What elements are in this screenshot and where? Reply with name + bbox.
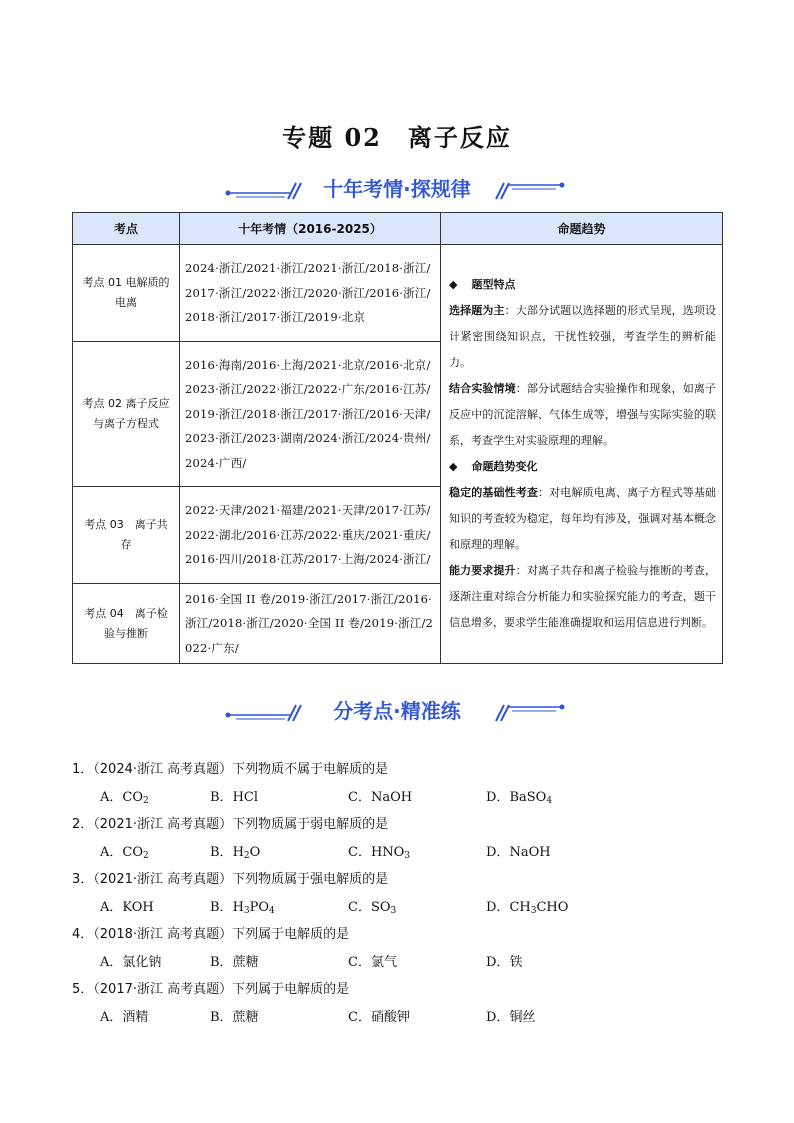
header-point: 考点 bbox=[73, 213, 180, 245]
page-title: 专题 02 离子反应 bbox=[282, 123, 512, 152]
option-a: A．酒精 bbox=[100, 1010, 149, 1025]
option-c: C．氯气 bbox=[348, 955, 397, 970]
option-c: C．NaOH bbox=[348, 790, 413, 805]
question-stem: 2．（2021·浙江 高考真题）下列物质属于弱电解质的是 bbox=[72, 817, 389, 832]
trend-paragraph: 选择题为主：大部分试题以选择题的形式呈现，选项设计紧密围绕知识点，干扰性较强，考查学生的辨析能力。 bbox=[449, 304, 717, 369]
trend-heading: ◆ 命题趋势变化 bbox=[449, 460, 538, 473]
option-b: B．蔗糖 bbox=[210, 955, 259, 970]
option-row bbox=[72, 784, 732, 811]
question-stem: 3．（2021·浙江 高考真题）下列物质属于强电解质的是 bbox=[72, 872, 389, 887]
years-cell: 2022·天津/2021·福建/2021·天津/2017·江苏/2022·湖北/2016·江苏/2022·重庆/2021·重庆/2016·四川/2018·江苏/2017·上海/2024·浙江/ bbox=[180, 487, 441, 584]
question-stem: 4．（2018·浙江 高考真题）下列属于电解质的是 bbox=[72, 927, 350, 942]
option-c: C．$HNO_3$ bbox=[348, 845, 411, 861]
table-row bbox=[73, 245, 723, 342]
years-cell: 2016·全国 II 卷/2019·浙江/2017·浙江/2016·浙江/2018·浙江/2020·全国 II 卷/2019·浙江/2022·广东/ bbox=[180, 584, 441, 664]
header-years: 十年考情（2016-2025） bbox=[180, 213, 441, 245]
point-cell: 考点 04 离子检验与推断 bbox=[73, 584, 180, 664]
option-d: D．$CH_3CHO$ bbox=[486, 900, 569, 916]
option-row bbox=[72, 1004, 732, 1031]
option-d: D．BaSO$_4$ bbox=[486, 790, 553, 806]
banner-title: 分考点·精准练 bbox=[333, 699, 461, 723]
trend-paragraph: 能力要求提升：对离子共存和离子检验与推断的考查，逐渐注重对综合分析能力和实验探究能力的考查，题干信息增多，要求学生能准确提取和运用信息进行判断。 bbox=[449, 564, 717, 629]
option-row bbox=[72, 894, 732, 921]
years-cell: 2024·浙江/2021·浙江/2021·浙江/2018·浙江/2017·浙江/2022·浙江/2020·浙江/2016·浙江/2018·浙江/2017·浙江/2019·北京 bbox=[180, 245, 441, 342]
option-d: D．铁 bbox=[486, 955, 523, 970]
years-cell: 2016·海南/2016·上海/2021·北京/2016·北京/2023·浙江/2022·浙江/2022·广东/2016·江苏/2019·浙江/2018·浙江/2017·浙江/2016·天津/2023·浙江/2023·湖南/2024·浙江/2024·贵州/2024·广西/ bbox=[180, 342, 441, 487]
option-a: A．$CO_2$ bbox=[100, 790, 149, 806]
diamond-icon: ◆ bbox=[449, 278, 458, 291]
question-stem: 5．（2017·浙江 高考真题）下列属于电解质的是 bbox=[72, 982, 350, 997]
option-b: B．HCl bbox=[210, 790, 259, 805]
trend-paragraph: 结合实验情境：部分试题结合实验操作和现象，如离子反应中的沉淀溶解、气体生成等，增强与实际实验的联系，考查学生对实验原理的理解。 bbox=[449, 382, 717, 447]
point-cell: 考点 02 离子反应与离子方程式 bbox=[73, 342, 180, 487]
option-b: B．$H_3PO_4$ bbox=[210, 900, 275, 916]
point-cell: 考点 03 离子共存 bbox=[73, 487, 180, 584]
header-trend: 命题趋势 bbox=[441, 213, 723, 245]
option-c: C．硝酸钾 bbox=[348, 1010, 410, 1025]
option-b: B．蔗糖 bbox=[210, 1010, 259, 1025]
banner-title: 十年考情·探规律 bbox=[323, 177, 471, 201]
point-cell: 考点 01 电解质的电离 bbox=[73, 245, 180, 342]
option-d: D．NaOH bbox=[486, 845, 551, 860]
option-b: B．$H_2O$ bbox=[210, 845, 261, 861]
option-a: A．$CO_2$ bbox=[100, 845, 149, 861]
option-a: A．氯化钠 bbox=[100, 955, 162, 970]
trend-paragraph: 稳定的基础性考查：对电解质电离、离子方程式等基础知识的考查较为稳定，每年均有涉及，强调对基本概念和原理的理解。 bbox=[449, 486, 717, 551]
option-a: A．KOH bbox=[100, 900, 154, 915]
trend-cell bbox=[441, 245, 723, 664]
section-banner-trends bbox=[0, 174, 794, 204]
option-c: C．$SO_3$ bbox=[348, 900, 397, 916]
option-row bbox=[72, 949, 732, 976]
diamond-icon: ◆ bbox=[449, 460, 458, 473]
question-stem: 1．（2024·浙江 高考真题）下列物质不属于电解质的是 bbox=[72, 762, 389, 777]
option-row bbox=[72, 839, 732, 866]
exam-summary-table bbox=[72, 212, 723, 664]
question-list bbox=[72, 756, 732, 1031]
section-banner-practice bbox=[0, 696, 794, 726]
table-header-row bbox=[73, 213, 723, 245]
option-d: D．铜丝 bbox=[486, 1010, 536, 1025]
trend-heading: ◆ 题型特点 bbox=[449, 278, 516, 291]
